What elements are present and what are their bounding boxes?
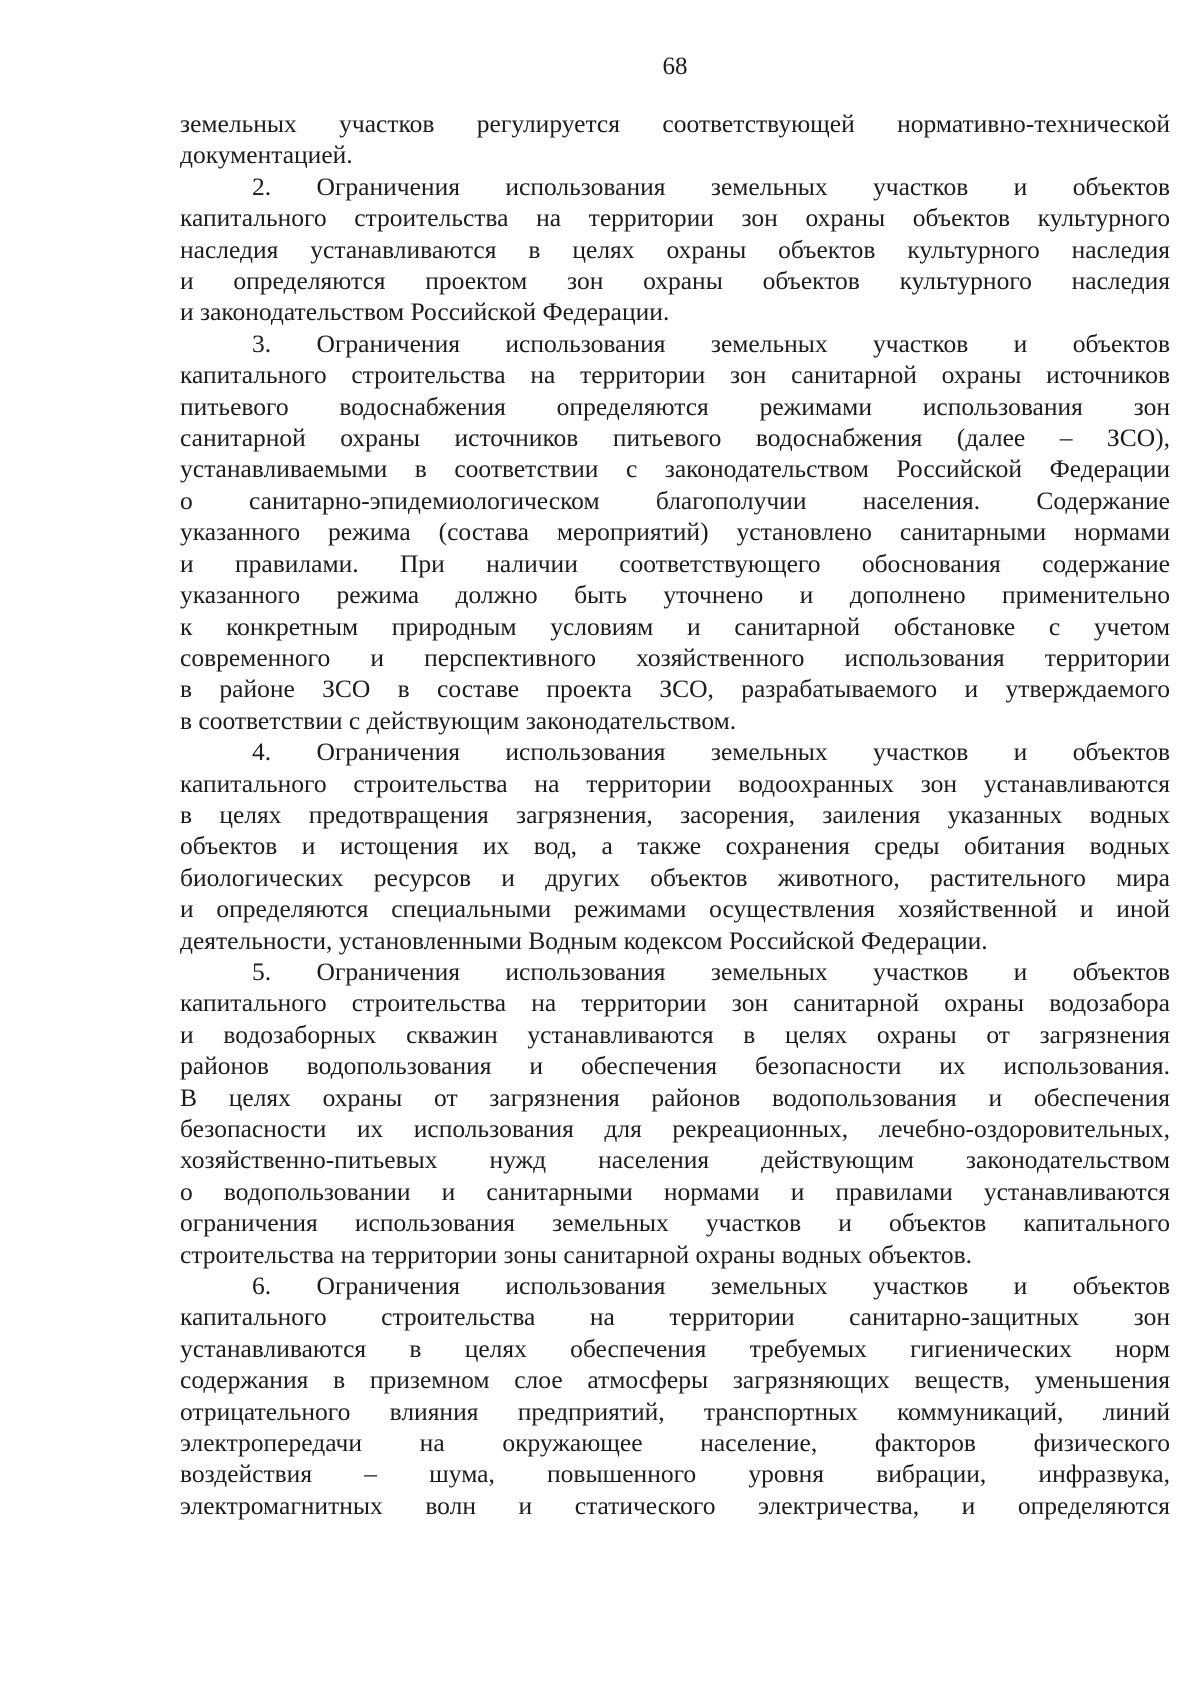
text-line: хозяйственно-питьевых нужд населения действующим законодательством [180,1145,1170,1175]
text-line: капитального строительства на территории зон санитарной охраны источников [180,360,1170,390]
paragraph-3 [180,328,1170,736]
text-line: и определяются проектом зон охраны объектов культурного наследия [180,266,1170,296]
text-line: 2. Ограничения использования земельных участков и объектов [252,171,1170,201]
text-line: в целях предотвращения загрязнения, засорения, заиления указанных водных [180,799,1170,829]
text-line: В целях охраны от загрязнения районов водопользования и обеспечения [180,1082,1170,1112]
paragraph-6 [180,1270,1170,1521]
text-line: и водозаборных скважин устанавливаются в целях охраны от загрязнения [180,1019,1170,1049]
text-line: документацией. [180,140,353,170]
text-line: санитарной охраны источников питьевого водоснабжения (далее – ЗСО), [180,423,1170,453]
text-line: к конкретным природным условиям и санитарной обстановке с учетом [180,611,1170,641]
text-line: указанного режима должно быть уточнено и дополнено применительно [180,580,1170,610]
text-line: и законодательством Российской Федерации. [180,297,670,327]
text-line: районов водопользования и обеспечения безопасности их использования. [180,1051,1170,1081]
text-line: содержания в приземном слое атмосферы загрязняющих веществ, уменьшения [180,1365,1170,1395]
text-line: и определяются специальными режимами осуществления хозяйственной и иной [180,894,1170,924]
text-line: воздействия – шума, повышенного уровня вибрации, инфразвука, [180,1459,1170,1489]
text-line: 5. Ограничения использования земельных участков и объектов [252,956,1170,986]
paragraph-1 [180,108,1170,171]
text-line: ограничения использования земельных участков и объектов капитального [180,1208,1170,1238]
text-line: электромагнитных волн и статического электричества, и определяются [180,1490,1170,1520]
text-line: биологических ресурсов и других объектов животного, растительного мира [180,862,1170,892]
text-line: электропередачи на окружающее население, факторов физического [180,1428,1170,1458]
text-line: наследия устанавливаются в целях охраны объектов культурного наследия [180,234,1170,264]
text-line: указанного режима (состава мероприятий) установлено санитарными нормами [180,517,1170,547]
text-line: капитального строительства на территории санитарно-защитных зон [180,1302,1170,1332]
paragraph-5 [180,956,1170,1270]
text-line: устанавливаются в целях обеспечения требуемых гигиенических норм [180,1333,1170,1363]
page-number: 68 [662,53,688,80]
text-line: объектов и истощения их вод, а также сохранения среды обитания водных [180,831,1170,861]
text-line: и правилами. При наличии соответствующего обоснования содержание [180,548,1170,578]
text-line: отрицательного влияния предприятий, транспортных коммуникаций, линий [180,1396,1170,1426]
text-line: 4. Ограничения использования земельных участков и объектов [252,737,1170,767]
text-line: о водопользовании и санитарными нормами и правилами устанавливаются [180,1176,1170,1206]
text-line: капитального строительства на территории зон санитарной охраны водозабора [180,988,1170,1018]
text-line: 3. Ограничения использования земельных участков и объектов [252,328,1170,358]
text-line: современного и перспективного хозяйственного использования территории [180,642,1170,672]
text-line: безопасности их использования для рекреационных, лечебно-оздоровительных, [180,1114,1170,1143]
text-line: в соответствии с действующим законодательством. [180,705,737,735]
text-line: земельных участков регулируется соответствующей нормативно-технической [180,109,1170,138]
text-line: строительства на территории зоны санитарной охраны водных объектов. [180,1239,972,1269]
paragraph-2 [180,171,1170,328]
paragraph-4 [180,736,1170,956]
document-body [180,108,1170,1521]
text-line: в районе ЗСО в составе проекта ЗСО, разрабатываемого и утверждаемого [180,674,1170,704]
text-line: 6. Ограничения использования земельных участков и объектов [252,1271,1170,1301]
text-line: о санитарно-эпидемиологическом благополучии населения. Содержание [180,485,1170,515]
text-line: питьевого водоснабжения определяются режимами использования зон [180,391,1170,421]
text-line: устанавливаемыми в соответствии с законодательством Российской Федерации [180,454,1170,484]
text-line: капитального строительства на территории зон охраны объектов культурного [180,203,1170,233]
text-line: деятельности, установленными Водным кодексом Российской Федерации. [180,925,988,955]
text-line: капитального строительства на территории водоохранных зон устанавливаются [180,768,1170,798]
